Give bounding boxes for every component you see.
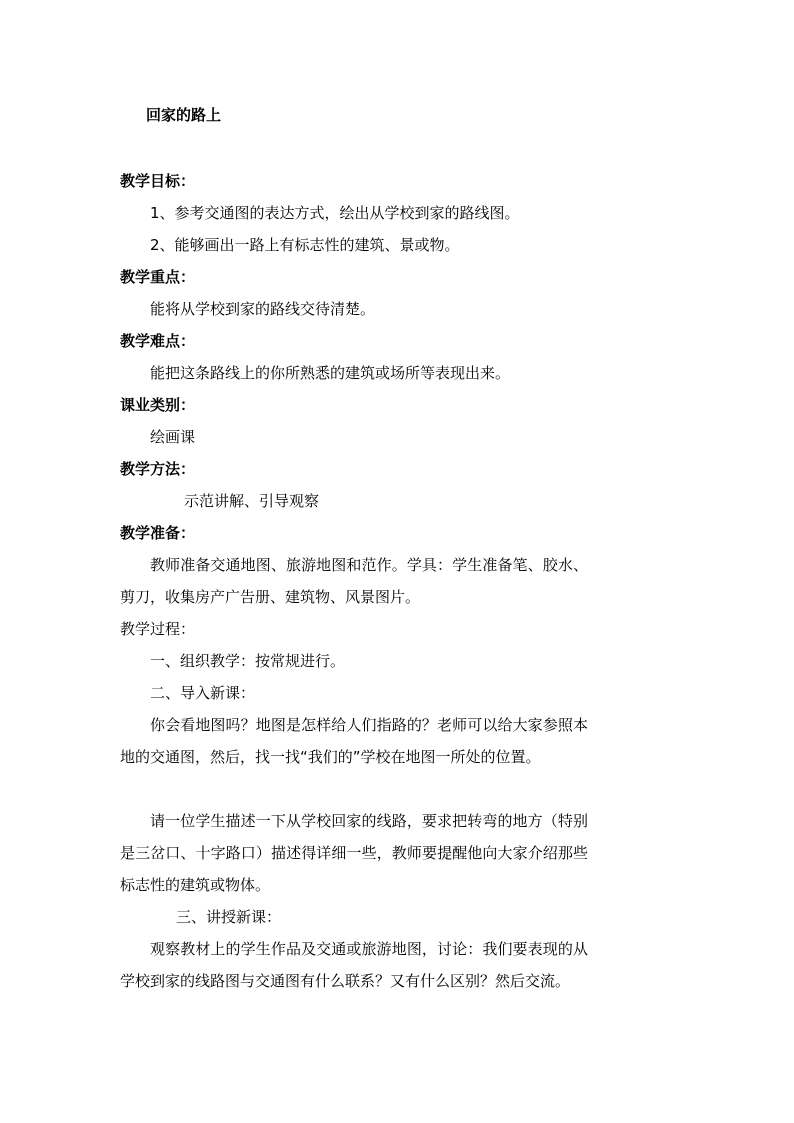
paragraph-1: 你会看地图吗？地图是怎样给人们指路的？老师可以给大家参照本地的交通图，然后，找一找“我们的”学校在地图一所处的位置。 <box>120 716 588 766</box>
key-points-text: 能将从学校到家的路线交待清楚。 <box>150 300 376 318</box>
difficulties-text: 能把这条路线上的你所熟悉的建筑或场所等表现出来。 <box>150 364 511 382</box>
process-heading: 教学过程： <box>120 620 196 638</box>
process-step-2: 二、导入新课： <box>150 684 256 702</box>
paragraph-2: 请一位学生描述一下从学校回家的线路，要求把转弯的地方（特别是三岔口、十字路口）描述得详细一些，教师要提醒他向大家介绍那些标志性的建筑或物体。 <box>120 812 588 894</box>
methods-heading: 教学方法： <box>120 460 196 478</box>
lesson-type-text: 绘画课 <box>150 428 196 446</box>
objective-1: 1、参考交通图的表达方式，绘出从学校到家的路线图。 <box>150 204 520 222</box>
methods-text: 示范讲解、引导观察 <box>184 492 320 510</box>
preparation-heading: 教学准备： <box>120 524 196 542</box>
paragraph-3: 观察教材上的学生作品及交通或旅游地图，讨论：我们要表现的从学校到家的线路图与交通图有什么联系？又有什么区别？然后交流。 <box>120 940 588 990</box>
process-step-3: 三、讲授新课： <box>176 908 282 926</box>
process-step-1: 一、组织教学：按常规进行。 <box>150 652 346 670</box>
preparation-text: 教师准备交通地图、旅游地图和范作。学具：学生准备笔、胶水、剪刀，收集房产广告册、建筑物、风景图片。 <box>120 556 588 606</box>
objective-2: 2、能够画出一路上有标志性的建筑、景或物。 <box>150 236 460 254</box>
objectives-heading: 教学目标： <box>120 172 196 190</box>
key-points-heading: 教学重点： <box>120 268 196 286</box>
lesson-type-heading: 课业类别： <box>120 396 196 414</box>
document-title: 回家的路上 <box>146 106 222 124</box>
difficulties-heading: 教学难点： <box>120 332 196 350</box>
